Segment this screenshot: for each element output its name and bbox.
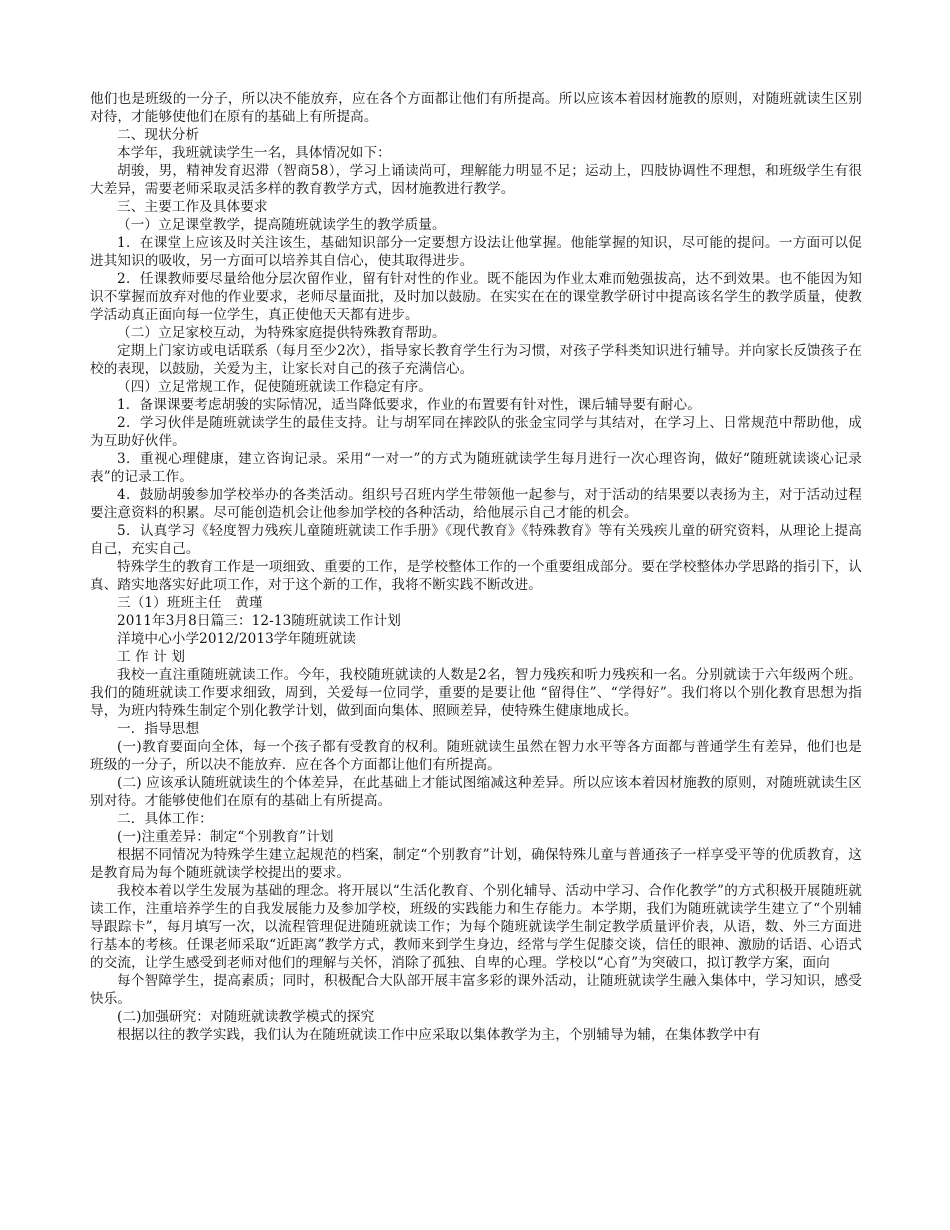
paragraph: (一)教育要面向全体，每一个孩子都有受教育的权利。随班就读生虽然在智力水平等各方面都与普通学生有差异，他们也是班级的一分子，所以决不能放弃．应在各个方面都让他们有所提高。: [90, 739, 862, 773]
subsection-heading: (一)注重差异：制定“个别教育”计划: [117, 829, 334, 845]
document-title: 洋境中心小学2012/2013学年随班就读: [117, 631, 356, 647]
list-item: 1．在课堂上应该及时关注该生，基础知识部分一定要想方设法让他掌握。他能掌握的知识，尽可能的提问。一方面可以促进其知识的吸收，另一方面可以培养其自信心，使其取得进步。: [90, 235, 862, 269]
paragraph: 本学年，我班就读学生一名，具体情况如下：: [117, 145, 391, 161]
paragraph: 定期上门家访或电话联系（每月至少2次），指导家长教育学生行为习惯，对孩子学科类知识进行辅导。并向家长反馈孩子在校的表现，以鼓励，关爱为主，让家长对自己的孩子充满信心。: [90, 343, 862, 377]
list-item: 1．备课课要考虑胡骏的实际情况，适当降低要求，作业的布置要有针对性，课后辅导要有耐心。: [117, 397, 701, 413]
paragraph: 胡骏，男，精神发育迟滞（智商58），学习上诵读尚可，理解能力明显不足；运动上，四肢协调性不理想，和班级学生有很大差异，需要老师采取灵活多样的教育教学方式，因材施教进行教学。: [90, 163, 862, 197]
list-item: 3．重视心理健康，建立咨询记录。采用“一对一”的方式为随班就读学生每月进行一次心理咨询，做好“随班就读谈心记录表”的记录工作。: [90, 451, 862, 485]
document-body: [90, 90, 862, 1044]
paragraph: 根据以往的教学实践，我们认为在随班就读工作中应采取以集体教学为主，个别辅导为辅，在集体教学中有: [117, 1027, 761, 1043]
list-item: 5．认真学习《轻度智力残疾儿童随班就读工作手册》《现代教育》《特殊教育》等有关残疾儿童的研究资料，从理论上提高自己，充实自己。: [90, 523, 862, 557]
subsection-heading: (二)加强研究：对随班就读教学模式的探究: [117, 1009, 375, 1025]
section-heading: 二．具体工作：: [117, 811, 213, 827]
date-line: 2011年3月8日篇三：12-13随班就读工作计划: [117, 613, 401, 629]
paragraph: 每个智障学生，提高素质；同时，积极配合大队部开展丰富多彩的课外活动，让随班就读学生融入集体中，学习知识，感受快乐。: [90, 973, 862, 1007]
list-item: 4．鼓励胡骏参加学校举办的各类活动。组织号召班内学生带领他一起参与，对于活动的结果要以表扬为主，对于活动过程要注意资料的积累。尽可能创造机会让他参加学校的各种活动，给他展示自己才能的机会。: [90, 487, 862, 521]
paragraph: 他们也是班级的一分子，所以决不能放弃，应在各个方面都让他们有所提高。所以应该本着因材施教的原则，对随班就读生区别对待，才能够使他们在原有的基础上有所提高。: [90, 91, 862, 125]
subsection-heading: （四）立足常规工作，促使随班就读工作稳定有序。: [117, 379, 432, 395]
section-heading: 三、主要工作及具体要求: [117, 199, 268, 215]
list-item: 2．学习伙伴是随班就读学生的最佳支持。让与胡军同在摔跤队的张金宝同学与其结对，在学习上、日常规范中帮助他，成为互助好伙伴。: [90, 415, 862, 449]
document-subtitle: 工 作 计 划: [117, 649, 186, 665]
paragraph: 根据不同情况为特殊学生建立起规范的档案，制定“个别教育”计划，确保特殊儿童与普通孩子一样享受平等的优质教育，这是教育局为每个随班就读学校提出的要求。: [90, 847, 862, 881]
paragraph: 特殊学生的教育工作是一项细致、重要的工作，是学校整体工作的一个重要组成部分。要在学校整体办学思路的指引下，认真、踏实地落实好此项工作，对于这个新的工作，我将不断实践不断改进。: [90, 559, 862, 593]
paragraph: 我校本着以学生发展为基础的理念。将开展以“生活化教育、个别化辅导、活动中学习、合作化教学”的方式积极开展随班就读工作，注重培养学生的自我发展能力及参加学校，班级的实践能力和生存能力。本学期，我们为随班就读学生建立了“个别辅导跟踪卡”，每月填写一次，以流程管理促进随班就读工作；为每个随班就读学生制定教学质量评价表，从语，数、外三方面进行基本的考核。任课老师采取“近距离”教学方式，教师来到学生身边，经常与学生促膝交谈，信任的眼神、激励的话语、心语式的交流，让学生感受到老师对他们的理解与关怀，消除了孤独、自卑的心理。学校以“心育”为突破口，拟订教学方案，面向: [90, 883, 862, 971]
signature-line: 三（1）班班主任 黄瑾: [117, 595, 263, 611]
list-item: 2．任课教师要尽量给他分层次留作业，留有针对性的作业。既不能因为作业太难而勉强拔高，达不到效果。也不能因为知识不掌握而放弃对他的作业要求，老师尽量面批，及时加以鼓励。在实实在在的课堂教学研讨中提高该名学生的教学质量，使教学活动真正面向每一位学生，真正使他天天都有进步。: [90, 271, 862, 323]
subsection-heading: （一）立足课堂教学，提高随班就读学生的教学质量。: [117, 217, 446, 233]
subsection-heading: （二）立足家校互动，为特殊家庭提供特殊教育帮助。: [117, 325, 446, 341]
paragraph: (二) 应该承认随班就读生的个体差异，在此基础上才能试图缩减这种差异。所以应该本着因材施教的原则，对随班就读生区别对待。才能够使他们在原有的基础上有所提高。: [90, 775, 862, 809]
paragraph: 我校一直注重随班就读工作。今年，我校随班就读的人数是2名，智力残疾和听力残疾和一名。分别就读于六年级两个班。我们的随班就读工作要求细致，周到，关爱每一位同学，重要的是要让他 “留得住”、“学得好”。我们将以个别化教育思想为指导，为班内特殊生制定个别化教学计划，做到面向集体、照顾差异，使特殊生健康地成长。: [90, 667, 862, 719]
section-heading: 二、现状分析: [117, 127, 200, 143]
section-heading: 一．指导思想: [117, 721, 200, 737]
